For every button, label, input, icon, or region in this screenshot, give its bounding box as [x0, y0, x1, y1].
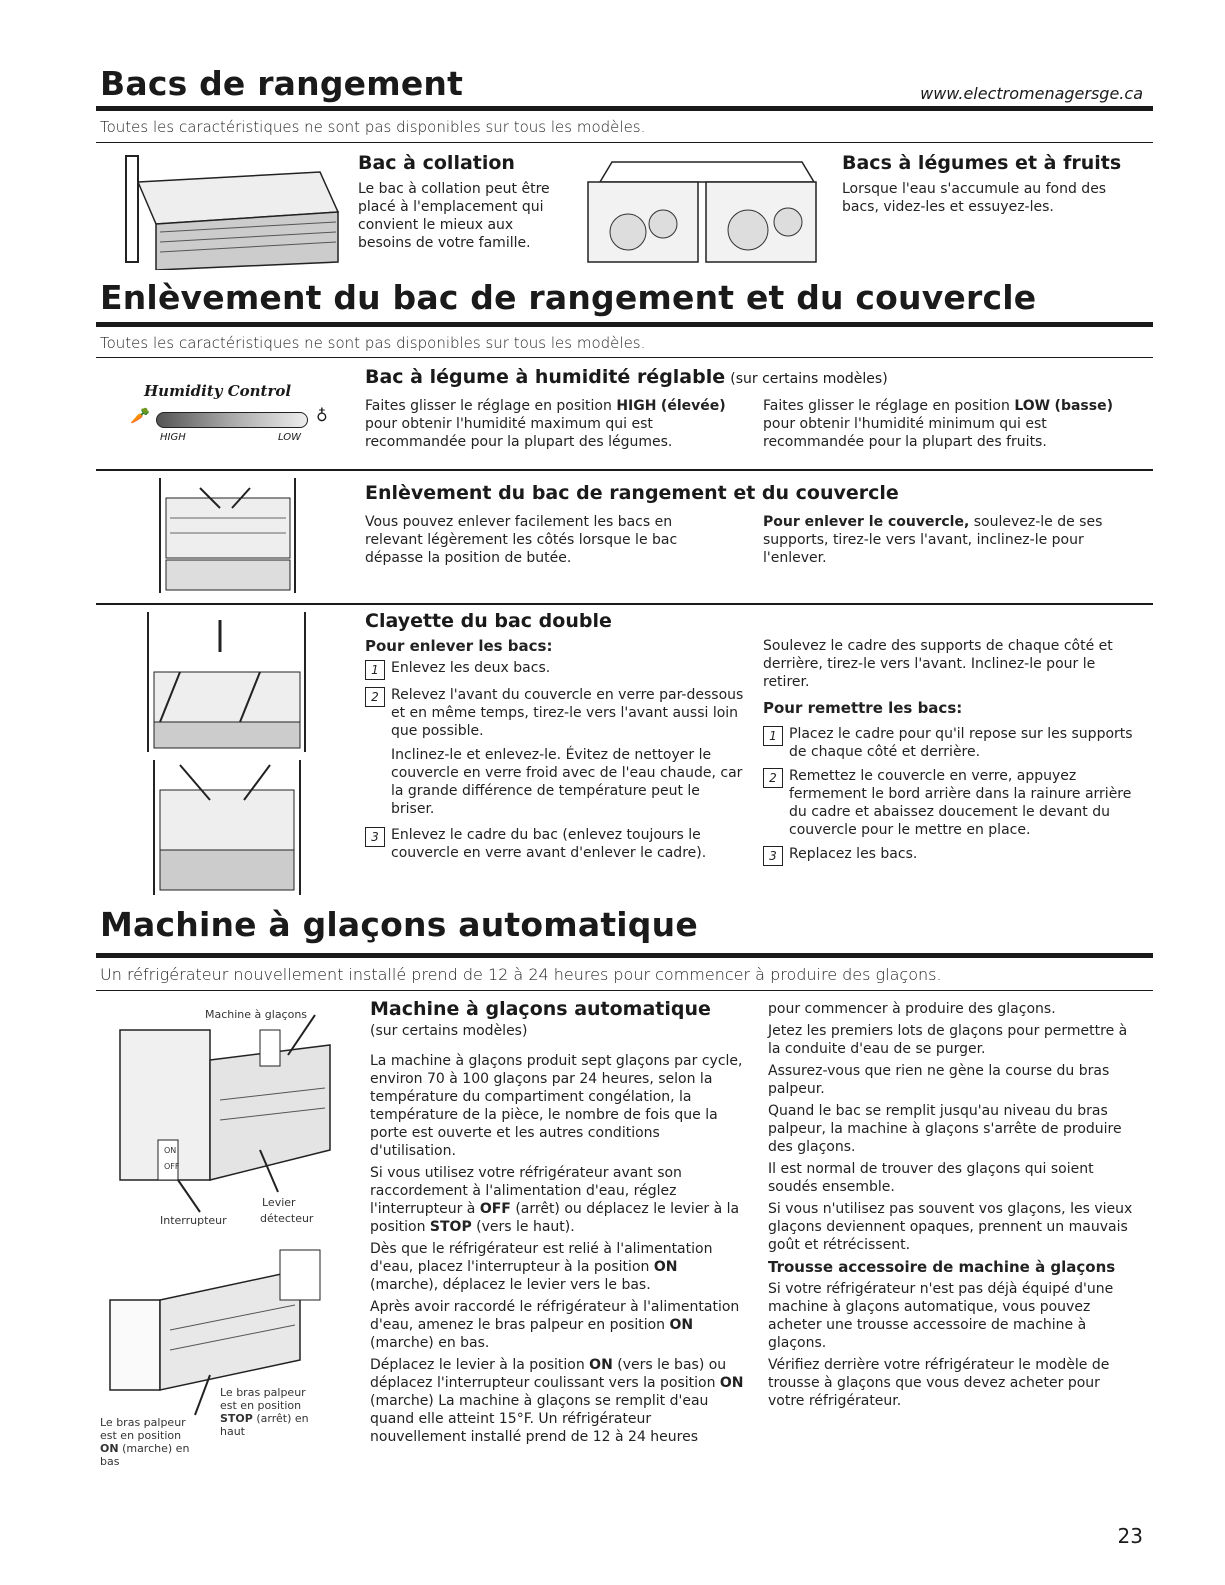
remove-step-3: 3 Enlevez le cadre du bac (enlevez toujours le couvercle en verre avant d'enlever le cadre). [365, 826, 745, 862]
kit-label: Trousse accessoire de machine à glaçons [768, 1258, 1116, 1276]
icemaker-p1: La machine à glaçons produit sept glaçons par cycle, environ 70 à 100 glaçons par 24 heures, selon la température du compartiment congélation, la température de la pièce, le nombre de fois que la porte est ouverte et les autres conditions d'utilisation. [370, 1053, 743, 1159]
icemaker-r1: pour commencer à produire des glaçons. [768, 1001, 1056, 1017]
icemaker-illustration [100, 1000, 350, 1490]
double-right-column [763, 637, 1138, 872]
humidity-illus-title: Humidity Control [144, 382, 292, 400]
divider [96, 603, 1153, 605]
icemaker-p3: Dès que le réfrigérateur est relié à l'alimentation d'eau, placez l'interrupteur à la position ON (marche), déplacez le levier vers le bas. [370, 1241, 713, 1293]
drawer-removal-right: Pour enlever le couvercle, soulevez-le de ses supports, tirez-le vers l'avant, inclinez-le pour l'enlever. [763, 514, 1103, 566]
replace-step-1: 1 Placez le cadre pour qu'il repose sur les supports de chaque côté et derrière. [763, 725, 1138, 761]
humidity-high-label: HIGH [160, 432, 186, 443]
website-url[interactable]: www.electromenagersge.ca [920, 84, 1143, 103]
icemaker-p2: Si vous utilisez votre réfrigérateur avant son raccordement à l'alimentation d'eau, réglez l'interrupteur à OFF (arrêt) ou déplacez le levier à la position STOP (vers le haut). [370, 1165, 740, 1235]
snack-drawer-illustration [120, 152, 340, 270]
double-drawer-illustration-2 [140, 760, 315, 895]
double-left-column [365, 637, 745, 868]
icemaker-p4: Après avoir raccordé le réfrigérateur à l'alimentation d'eau, amenez le bras palpeur en position ON (marche) en bas. [370, 1299, 740, 1351]
replace-step-3: 3 Replacez les bacs. [763, 845, 1138, 866]
header-intro: Toutes les caractéristiques ne sont pas disponibles sur tous les modèles. [100, 118, 646, 136]
removal-rule [96, 322, 1153, 327]
drawer-removal-left: Vous pouvez enlever facilement les bacs en relevant légèrement les côtés lorsque le bac dépasse la position de butée. [365, 514, 678, 566]
icemaker-r5: Il est normal de trouver des glaçons qui soient soudés ensemble. [768, 1161, 1094, 1195]
caption-off: OFF [164, 1162, 180, 1171]
veg-title: Bacs à légumes et à fruits [842, 152, 1122, 174]
icemaker-r8: Vérifiez derrière votre réfrigérateur le modèle de trousse à glaçons que vous devez acheter pour votre réfrigérateur. [768, 1357, 1110, 1409]
icemaker-p5: Déplacez le levier à la position ON (vers le bas) ou déplacez l'interrupteur coulissant vers la position ON (marche) La machine à glaçons se remplit d'eau quand elle atteint 15°F. Un réfrigérateur nouvellement installé prend de 12 à 24 heures [370, 1357, 744, 1445]
icemaker-sub-suffix: (sur certains modèles) [370, 1023, 528, 1039]
header-rule [96, 106, 1153, 111]
remove-step-2: 2 Relevez l'avant du couvercle en verre par-dessous et en même temps, tirez-le vers l'avant aussi loin que possible. [365, 686, 745, 740]
removal-heading: Enlèvement du bac de rangement et du couvercle [100, 278, 1037, 317]
drawer-removal-title: Enlèvement du bac de rangement et du couvercle [365, 482, 899, 504]
remove-step-2-extra: Inclinez-le et enlevez-le. Évitez de nettoyer le couvercle en verre froid avec de l'eau chaude, car la grande différence de température peut le briser. [391, 747, 743, 817]
icemaker-intro: Un réfrigérateur nouvellement installé prend de 12 à 24 heures pour commencer à produire des glaçons. [100, 965, 942, 984]
caption-on: ON [164, 1146, 177, 1155]
icemaker-rule [96, 953, 1153, 958]
humidity-right-text: Faites glisser le réglage en position LOW (basse) pour obtenir l'humidité minimum qui est recommandée pour la plupart des fruits. [763, 398, 1113, 450]
caption-arm-down: Le bras palpeur est en position ON (marche) en bas [100, 1416, 190, 1468]
veg-text: Lorsque l'eau s'accumule au fond des bacs, videz-les et essuyez-les. [842, 181, 1107, 215]
humidity-slider[interactable] [156, 412, 308, 428]
icemaker-r2: Jetez les premiers lots de glaçons pour permettre à la conduite d'eau de se purger. [768, 1023, 1128, 1057]
humidity-heading [365, 366, 888, 388]
remove-step-1: 1 Enlevez les deux bacs. [365, 659, 745, 680]
humidity-title: Bac à légume à humidité réglable [365, 366, 726, 388]
crisper-drawers-illustration [578, 152, 828, 267]
divider [96, 142, 1153, 143]
icemaker-r6: Si vous n'utilisez pas souvent vos glaçons, les vieux glaçons deviennent opaques, prennent un mauvais goût et rétrécissent. [768, 1201, 1133, 1253]
caption-lever: Levier [262, 1196, 296, 1209]
caption-switch: Interrupteur [160, 1214, 227, 1227]
caption-detector: détecteur [260, 1212, 314, 1225]
fruit-icon: ♁ [316, 406, 328, 425]
snack-title: Bac à collation [358, 152, 515, 174]
double-title: Clayette du bac double [365, 610, 612, 632]
caption-icemaker: Machine à glaçons [205, 1008, 308, 1021]
humidity-control-illustration [120, 368, 345, 462]
humidity-low-label: LOW [278, 432, 302, 443]
page-number: 23 [1117, 1524, 1143, 1548]
caption-arm-up: Le bras palpeur est en position STOP (arrêt) en haut [220, 1386, 309, 1438]
icemaker-right-column [768, 1000, 1138, 1414]
icemaker-r3: Assurez-vous que rien ne gène la course du bras palpeur. [768, 1063, 1110, 1097]
page-title: Bacs de rangement [100, 64, 464, 103]
icemaker-r4: Quand le bac se remplit jusqu'au niveau du bras palpeur, la machine à glaçons s'arrête de produire des glaçons. [768, 1103, 1122, 1155]
icemaker-heading: Machine à glaçons automatique [100, 905, 698, 944]
snack-text: Le bac à collation peut être placé à l'emplacement qui convient le mieux aux besoins de votre famille. [358, 181, 550, 251]
icemaker-subtitle: Machine à glaçons automatique [370, 998, 711, 1020]
remove-label: Pour enlever les bacs: [365, 637, 553, 655]
double-right-intro: Soulevez le cadre des supports de chaque côté et derrière, tirez-le vers l'avant. Inclinez-le pour le retirer. [763, 638, 1113, 690]
icemaker-r7: Si votre réfrigérateur n'est pas déjà équipé d'une machine à glaçons automatique, vous pouvez acheter une trousse accessoire de machine à glaçons. [768, 1281, 1114, 1351]
double-drawer-illustration-1 [140, 612, 315, 752]
icemaker-left-column [370, 1052, 748, 1450]
drawer-removal-illustration [140, 478, 315, 593]
divider [96, 990, 1153, 991]
carrot-icon: 🥕 [130, 406, 150, 425]
replace-step-2: 2 Remettez le couvercle en verre, appuyez fermement le bord arrière dans la rainure arrière du cadre et abaissez doucement le devant du couvercle pour le mettre en place. [763, 767, 1138, 839]
humidity-left-text: Faites glisser le réglage en position HIGH (élevée) pour obtenir l'humidité maximum qui est recommandée pour la plupart des légumes. [365, 398, 726, 450]
replace-label: Pour remettre les bacs: [763, 699, 963, 717]
divider [96, 357, 1153, 358]
removal-intro: Toutes les caractéristiques ne sont pas disponibles sur tous les modèles. [100, 334, 646, 352]
divider [96, 469, 1153, 471]
humidity-suffix: (sur certains modèles) [730, 371, 888, 387]
